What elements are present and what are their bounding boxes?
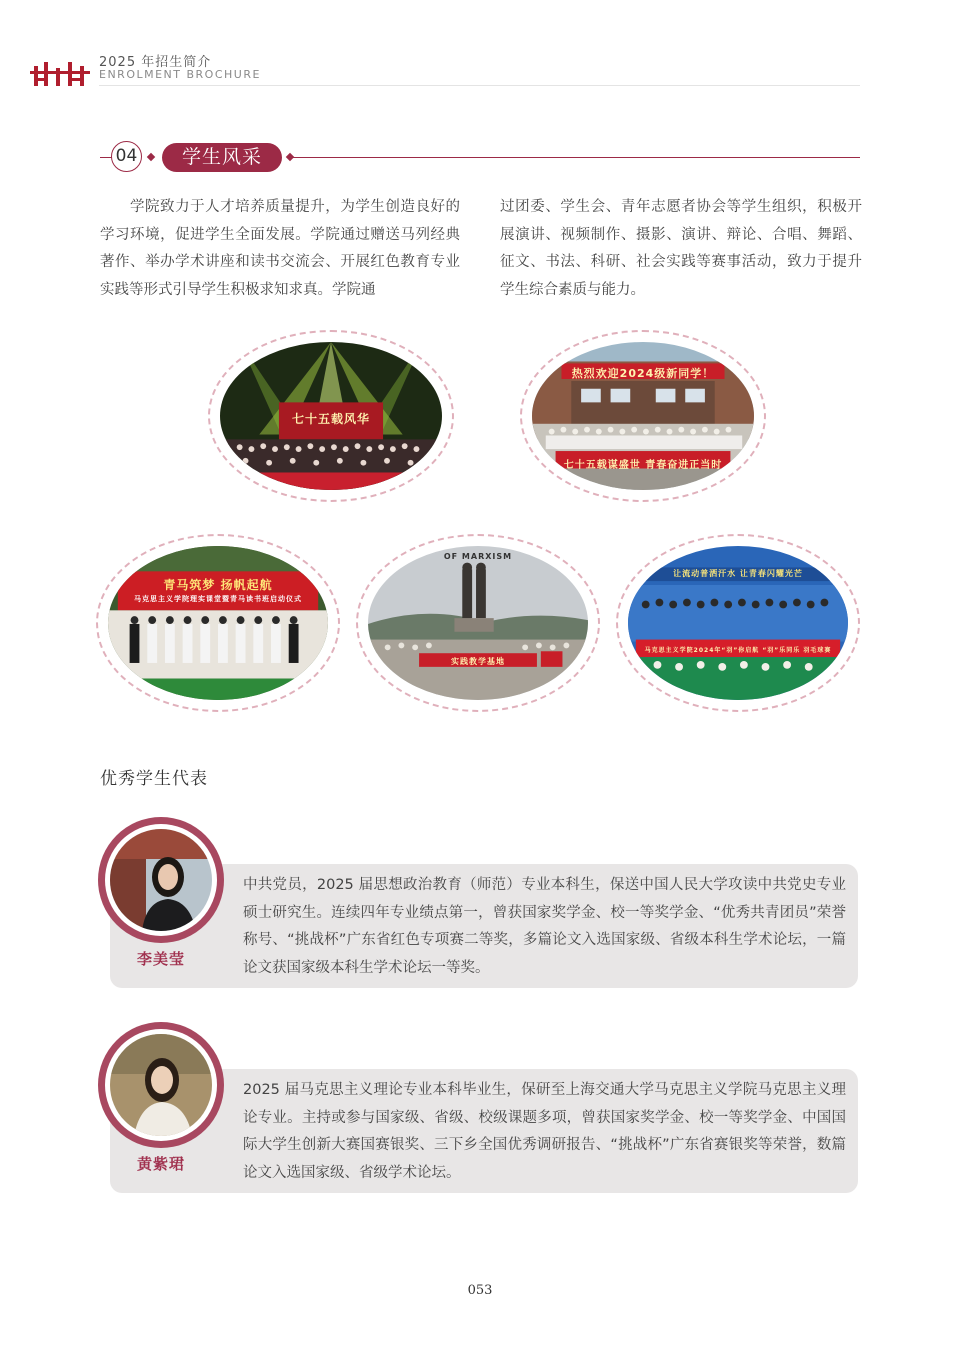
photo-reading-class bbox=[96, 534, 340, 712]
photo-badminton bbox=[616, 534, 860, 712]
monument-image bbox=[368, 546, 588, 700]
page-header bbox=[30, 46, 860, 90]
student-name: 黄紫珺 bbox=[136, 1155, 185, 1173]
student-photo-1 bbox=[110, 829, 212, 931]
intro-text-left: 学院致力于人才培养质量提升，为学生创造良好的学习环境，促进学生全面发展。学院通过赠送马列经典著作、举办学术讲座和读书交流会、开展红色教育专业实践等形式引导学生积极求知求真。学院通 bbox=[100, 199, 460, 298]
intro-text-right: 过团委、学生会、青年志愿者协会等学生组织，积极开展演讲、视频制作、摄影、演讲、辩论、合唱、舞蹈、征文、书法、科研、社会实践等赛事活动，致力于提升学生综合素质与能力。 bbox=[500, 199, 862, 298]
student-avatar-ring bbox=[98, 817, 224, 943]
student-description: 中共党员，2025 届思想政治教育（师范）专业本科生，保送中国人民大学攻读中共党史专业硕士研究生。连续四年专业绩点第一，曾获国家奖学金、校一等奖学金、“优秀共青团员”荣誉称号、“挑战杯”广东省红色专项赛二等奖，多篇论文入选国家级、省级本科生学术论坛，一篇论文获国家级本科生学术论坛一等奖。 bbox=[243, 877, 846, 976]
welcome-banner-bottom: 七十五载谋盛世 青春奋进正当时 bbox=[563, 460, 723, 471]
gala-banner-text: 七十五载风华 bbox=[291, 412, 370, 426]
brochure-subtitle: ENROLMENT BROCHURE bbox=[99, 68, 261, 81]
student-description: 2025 届马克思主义理论专业本科毕业生，保研至上海交通大学马克思主义学院马克思主义理论专业。主持或参与国家级、省级、校级课题多项，曾获国家奖学金、校一等奖学金、中国国际大学生创新大赛国赛银奖、三下乡全国优秀调研报告、“挑战杯”广东省赛银奖等荣誉，数篇论文入选国家级、省级学术论坛。 bbox=[243, 1082, 846, 1181]
reading-class-subbanner: 马克思主义学院理实课堂暨青马读书班启动仪式 bbox=[134, 595, 302, 603]
section-dot-icon bbox=[147, 153, 155, 161]
reading-class-image bbox=[108, 546, 328, 700]
badminton-top-text: 让流动普洒汗水 让青春闪耀光芒 bbox=[673, 569, 803, 578]
page-number: 053 bbox=[467, 1283, 493, 1298]
student-photo-2 bbox=[110, 1034, 212, 1136]
header-divider bbox=[99, 85, 860, 86]
reading-class-banner: 青马筑梦 扬帆起航 bbox=[163, 578, 273, 592]
photo-monument bbox=[356, 534, 600, 712]
section-number: 04 bbox=[111, 141, 142, 172]
students-heading: 优秀学生代表 bbox=[100, 769, 208, 789]
student-name: 李美莹 bbox=[136, 950, 185, 968]
student-avatar-ring bbox=[98, 1022, 224, 1148]
school-logo-icon bbox=[30, 62, 90, 86]
badminton-banner: 马克思主义学院2024年“羽”你启航 “羽”乐同乐 羽毛球赛 bbox=[644, 647, 832, 654]
photo-welcome bbox=[520, 330, 766, 502]
photo-gala bbox=[208, 330, 454, 502]
avatar bbox=[110, 1034, 212, 1136]
section-title: 学生风采 bbox=[162, 143, 282, 172]
section-line-right bbox=[293, 157, 860, 158]
monument-banner: 实践教学基地 bbox=[451, 657, 505, 666]
monument-top-text: OF MARXISM bbox=[443, 552, 513, 561]
avatar bbox=[110, 829, 212, 931]
brochure-title: 2025 年招生简介 bbox=[99, 55, 212, 70]
section-heading bbox=[100, 141, 860, 175]
welcome-banner-top: 热烈欢迎2024级新同学！ bbox=[571, 367, 715, 380]
